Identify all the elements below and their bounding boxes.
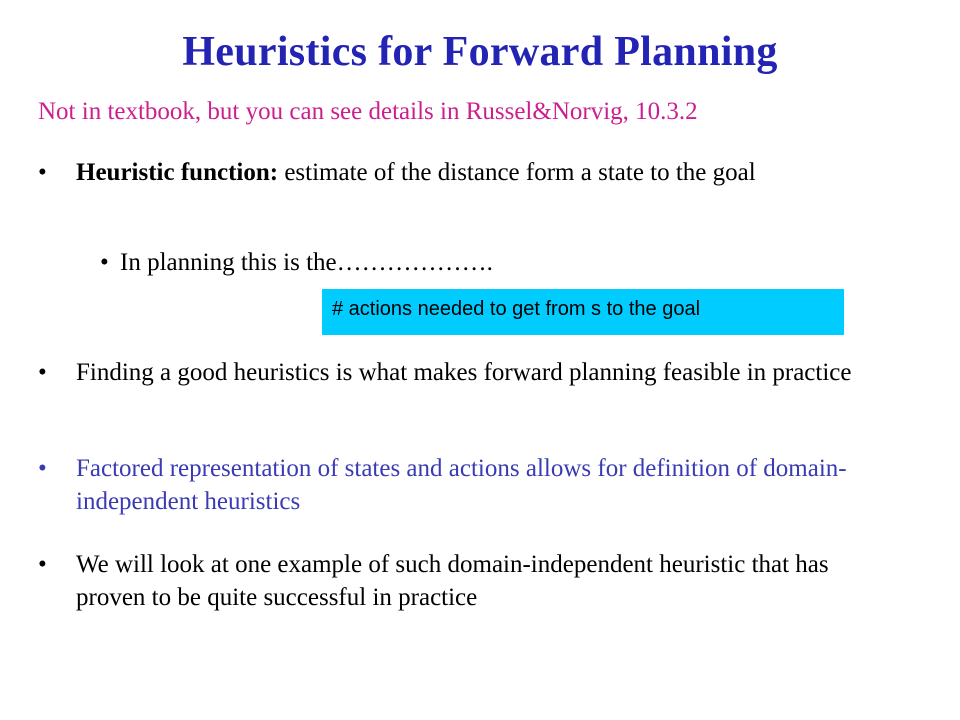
bullet-dot-icon: • [100,249,109,276]
bullet-text: We will look at one example of such domain-independent heuristic that has proven to be quite successful in practice [76,551,829,611]
bullet-text [76,156,876,189]
bullet-body: estimate of the distance form a state to the goal [278,159,756,186]
bullet-heuristic-function [38,156,898,226]
bullet-factored-representation [38,452,898,522]
bullet-dot-icon: • [38,551,47,578]
slide-subtitle: Not in textbook, but you can see details in Russel&Norvig, 10.3.2 [38,98,698,125]
bullet-good-heuristics [38,356,898,426]
bullet-lead: Heuristic function: [76,159,279,186]
sub-bullet-planning [100,246,720,280]
bullet-text: In planning this is the………………. [120,249,493,276]
answer-callout: # actions needed to get from s to the goal [322,289,844,335]
slide-title: Heuristics for Forward Planning [182,29,778,75]
bullet-dot-icon: • [38,159,47,186]
bullet-dot-icon: • [38,359,47,386]
bullet-example [38,548,898,618]
bullet-text: Factored representation of states and actions allows for definition of domain-independent heuristics [76,455,847,515]
bullet-dot-icon: • [38,455,47,482]
bullet-text: Finding a good heuristics is what makes forward planning feasible in practice [76,359,852,386]
